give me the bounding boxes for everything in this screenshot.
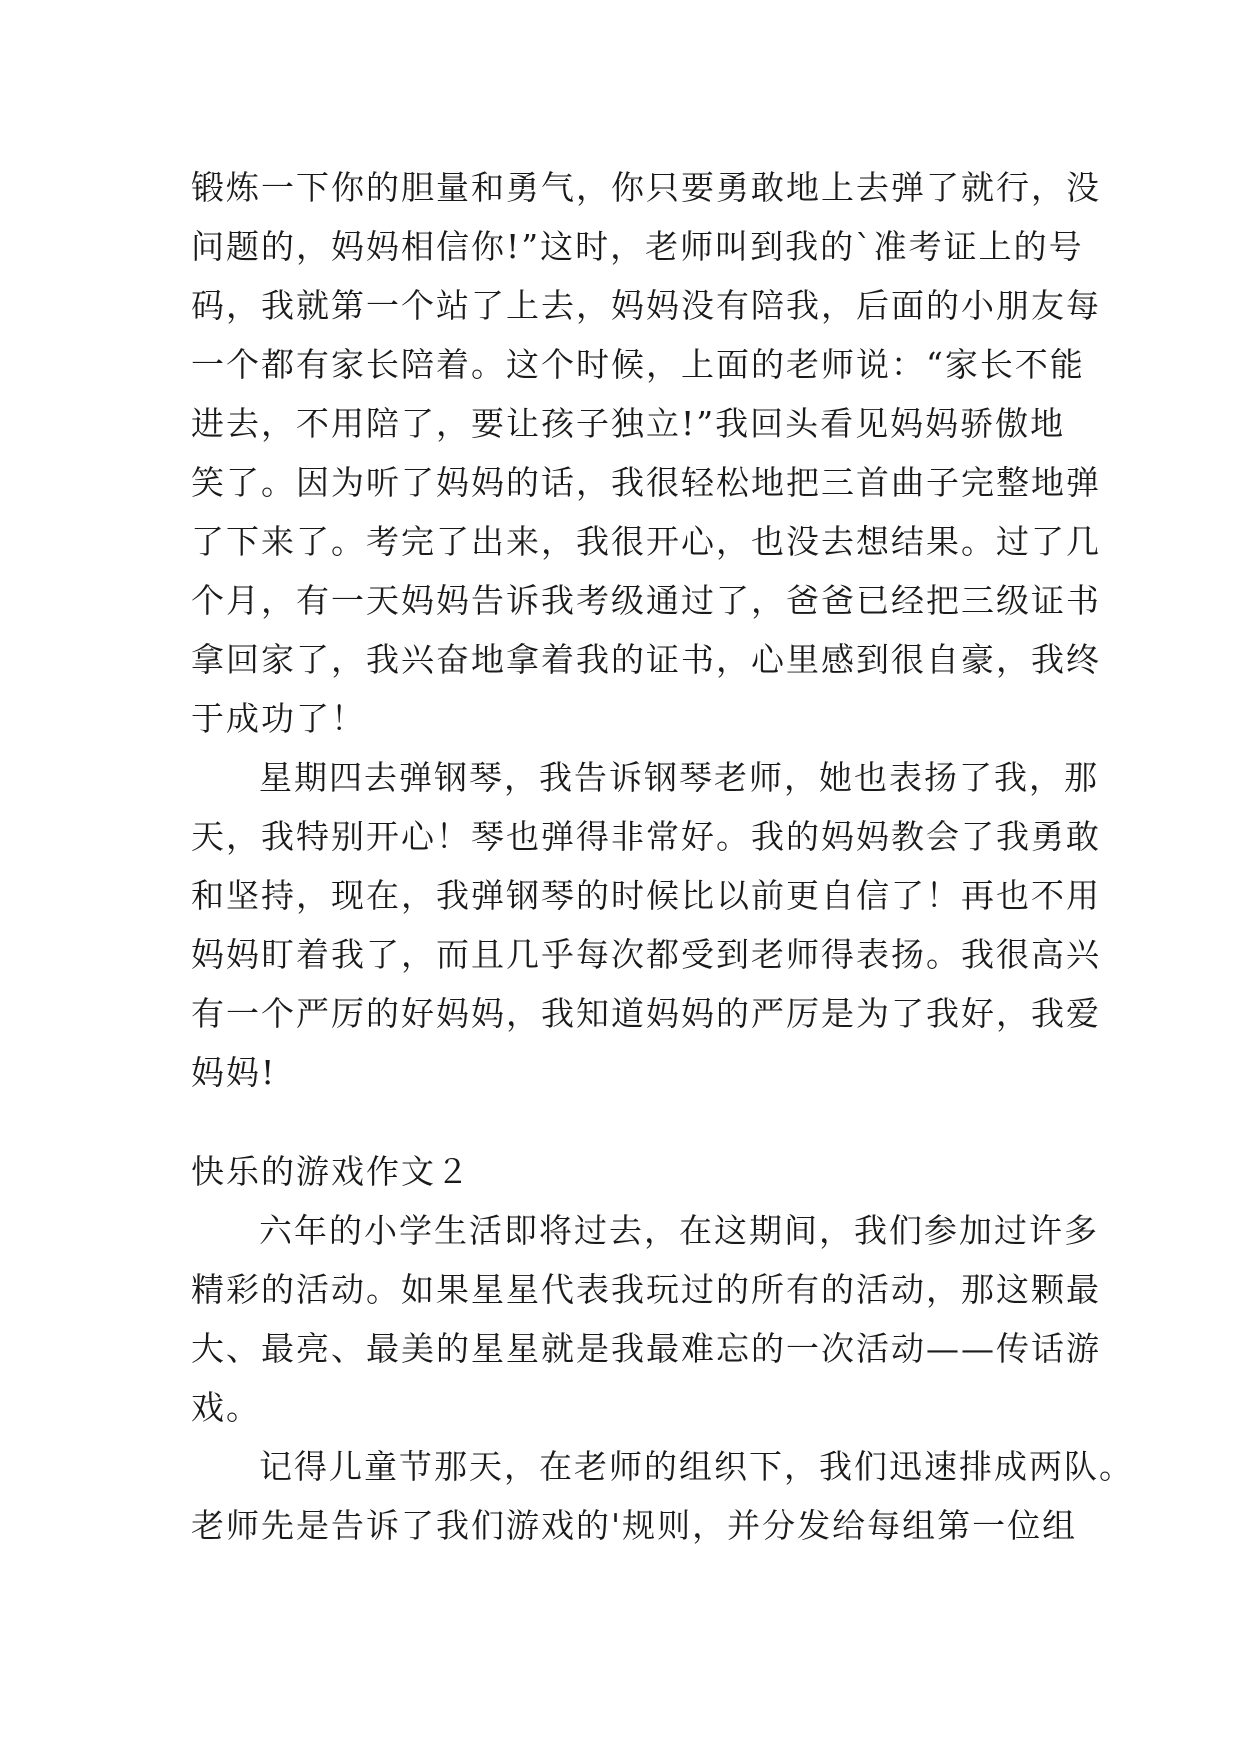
text-line: 于成功了！ bbox=[191, 699, 366, 738]
text-line: 锻炼一下你的胆量和勇气，你只要勇敢地上去弹了就行，没 bbox=[191, 168, 1101, 207]
text-line: 天，我特别开心！琴也弹得非常好。我的妈妈教会了我勇敢 bbox=[191, 817, 1101, 856]
text-line: 戏。 bbox=[191, 1388, 261, 1427]
text-line: 大、最亮、最美的星星就是我最难忘的一次活动——传话游 bbox=[191, 1329, 1101, 1368]
text-line: 问题的，妈妈相信你!”这时，老师叫到我的`准考证上的号 bbox=[191, 227, 1084, 266]
text-line: 笑了。因为听了妈妈的话，我很轻松地把三首曲子完整地弹 bbox=[191, 463, 1101, 502]
text-line: 妈妈! bbox=[191, 1053, 277, 1092]
text-line: 精彩的活动。如果星星代表我玩过的所有的活动，那这颗最 bbox=[191, 1270, 1101, 1309]
text-line: 了下来了。考完了出来，我很开心，也没去想结果。过了几 bbox=[191, 522, 1101, 561]
paragraph bbox=[191, 1201, 1101, 1437]
paragraph bbox=[191, 748, 1101, 1102]
text-line: 和坚持，现在，我弹钢琴的时候比以前更自信了！再也不用 bbox=[191, 876, 1101, 915]
text-line: 拿回家了，我兴奋地拿着我的证书，心里感到很自豪，我终 bbox=[191, 640, 1101, 679]
text-line: 星期四去弹钢琴，我告诉钢琴老师，她也表扬了我，那 bbox=[259, 758, 1099, 797]
essay-heading: 快乐的游戏作文２ bbox=[191, 1152, 471, 1191]
text-line: 一个都有家长陪着。这个时候，上面的老师说：“家长不能 bbox=[191, 345, 1085, 384]
paragraph bbox=[191, 158, 1101, 748]
paragraph bbox=[191, 1437, 1134, 1555]
text-line: 记得儿童节那天，在老师的组织下，我们迅速排成两队。 bbox=[259, 1447, 1134, 1486]
text-line: 六年的小学生活即将过去，在这期间，我们参加过许多 bbox=[259, 1211, 1099, 1250]
text-line: 有一个严厉的好妈妈，我知道妈妈的严厉是为了我好，我爱 bbox=[191, 994, 1101, 1033]
text-line: 进去，不用陪了，要让孩子独立!”我回头看见妈妈骄傲地 bbox=[191, 404, 1066, 443]
essay-2 bbox=[191, 1142, 1134, 1555]
text-line: 老师先是告诉了我们游戏的'规则，并分发给每组第一位组 bbox=[191, 1506, 1078, 1545]
text-line: 码，我就第一个站了上去，妈妈没有陪我，后面的小朋友每 bbox=[191, 286, 1101, 325]
text-line: 个月，有一天妈妈告诉我考级通过了，爸爸已经把三级证书 bbox=[191, 581, 1101, 620]
text-line: 妈妈盯着我了，而且几乎每次都受到老师得表扬。我很高兴 bbox=[191, 935, 1101, 974]
essay-1-continuation bbox=[191, 158, 1101, 1102]
